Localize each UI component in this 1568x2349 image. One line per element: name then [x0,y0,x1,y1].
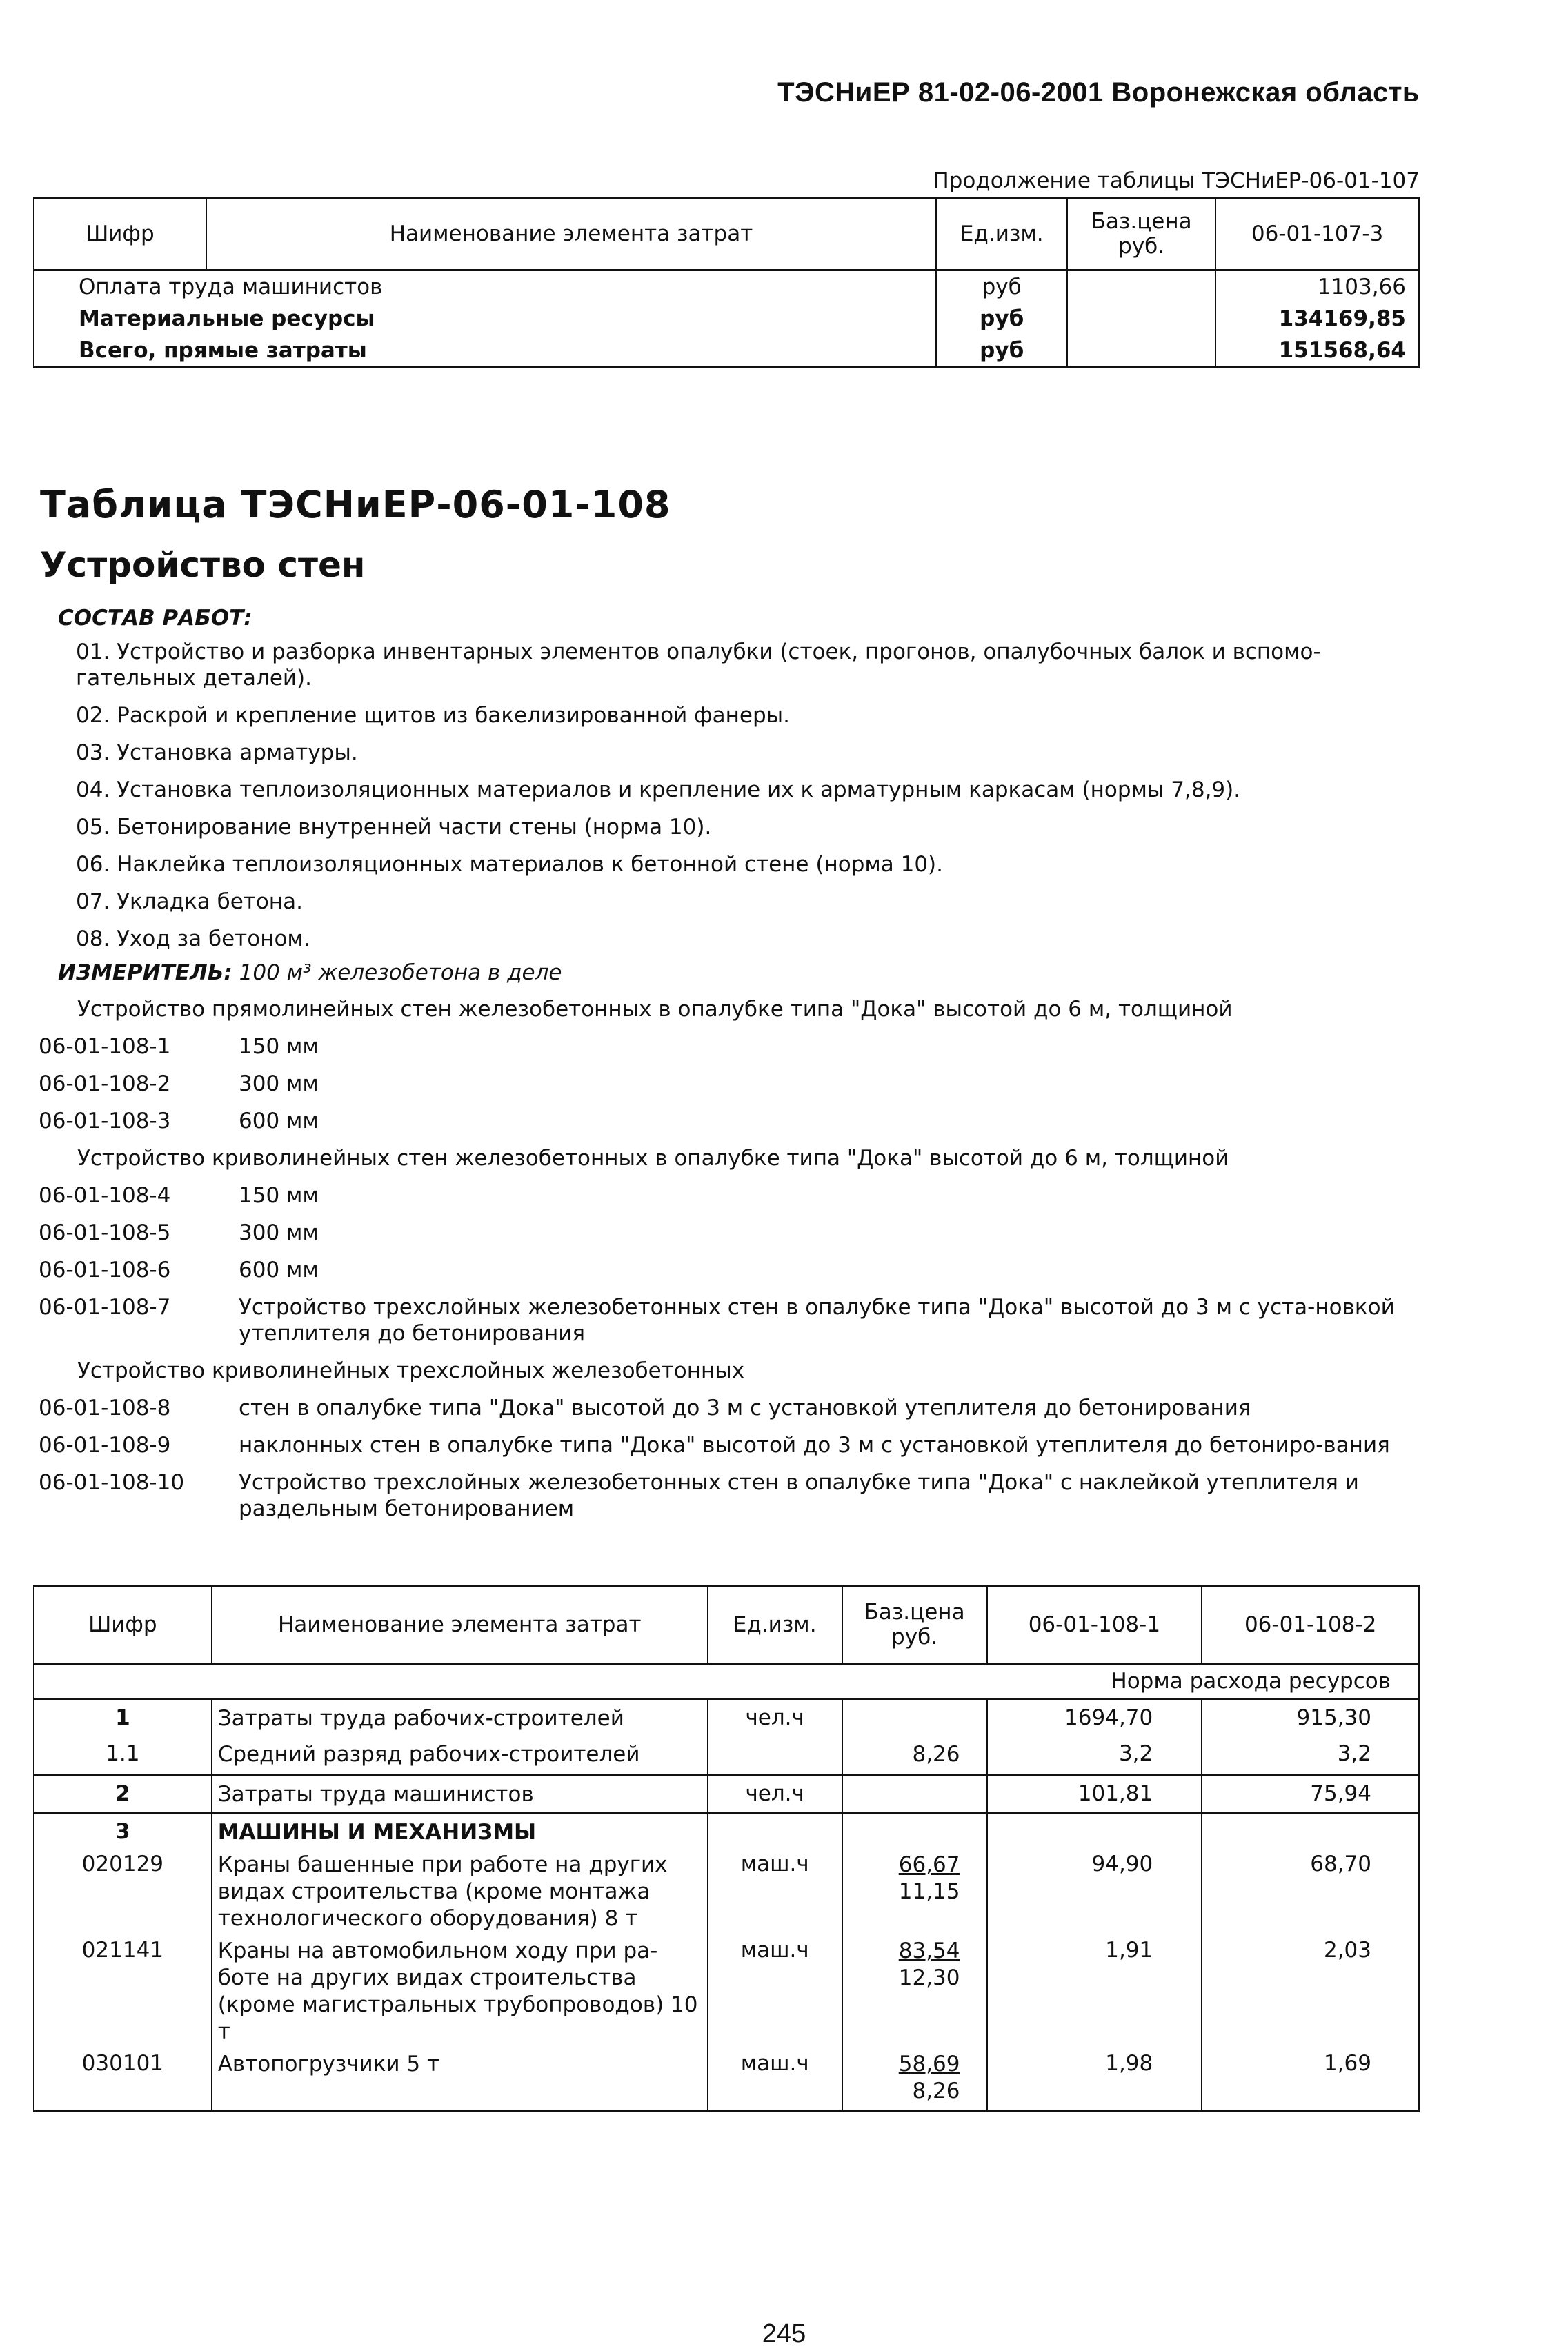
row-price: 8,26 [842,1736,987,1775]
variant-text: Устройство трехслойных железобетонных стен в опалубке типа "Дока" высотой до 3 м с уста-новкой утеплителя до бетонирования [239,1295,1395,1346]
row-code: 3 [34,1813,212,1847]
variant-code: 06-01-108-9 [39,1433,171,1458]
variant-text: 300 мм [239,1071,319,1096]
price-wage: 8,26 [912,2079,960,2103]
variant-text: 600 мм [239,1109,319,1133]
variant-row [39,1220,1418,1246]
row-name: Затраты труда машинистов [212,1775,708,1813]
table-row [34,1813,1419,1847]
variant-row [39,1182,1418,1209]
row-value: 151568,64 [1215,335,1419,368]
variant-code: 06-01-108-6 [39,1258,171,1282]
work-item: 04. Установка теплоизоляционных материалов и крепление их к арматурным каркасам (нормы 7,8,9). [76,777,1241,802]
row-value-2: 2,03 [1202,1932,1419,2045]
table-row [34,303,1419,335]
row-value: 1103,66 [1215,270,1419,304]
continuation-caption: Продолжение таблицы ТЭСНиЕР-06-01-107 [933,168,1420,193]
page-number: 245 [762,2319,806,2348]
row-value-2: 915,30 [1202,1699,1419,1736]
row-code: 021141 [34,1932,212,2045]
row-unit: маш.ч [708,1846,842,1932]
variant-code: 06-01-108-8 [39,1396,171,1420]
variant-code: 06-01-108-2 [39,1071,171,1096]
row-name: Затраты труда рабочих-строителей [212,1699,708,1736]
row-name: Всего, прямые затраты [34,335,936,368]
row-value-2: 68,70 [1202,1846,1419,1932]
row-name: Краны башенные при работе на других видах строительства (кроме монтажа технологического оборудования) 8 т [212,1846,708,1932]
price-base: 83,54 [898,1939,960,1963]
col-header-code: Шифр [34,1586,212,1664]
col-header-name: Наименование элемента затрат [206,198,936,270]
variant-row [39,1469,1418,1522]
variant-text: наклонных стен в опалубке типа "Дока" высотой до 3 м с установкой утеплителя до бетониро-вания [239,1433,1390,1458]
work-item: 01. Устройство и разборка инвентарных элементов опалубки (стоек, прогонов, опалубочных балок и вспомо-гательных деталей). [76,640,1321,691]
row-code: 2 [34,1775,212,1813]
row-name: Автопогрузчики 5 т [212,2045,708,2112]
price-base: 58,69 [898,2052,960,2077]
norm-caption-row [34,1664,1419,1699]
row-price [842,1699,987,1736]
variant-row [39,1033,1418,1060]
col-header-norm: 06-01-107-3 [1215,198,1419,270]
variant-group-heading: Устройство прямолинейных стен железобетонных в опалубке типа "Дока" высотой до 6 м, толщиной [77,997,1233,1022]
row-code: 1.1 [34,1736,212,1775]
row-price [842,1775,987,1813]
row-unit: чел.ч [708,1699,842,1736]
row-value-2 [1202,1813,1419,1847]
col-header-unit: Ед.изм. [708,1586,842,1664]
row-price [842,1846,987,1932]
row-value-1: 3,2 [987,1736,1202,1775]
col-header-norm-1: 06-01-108-1 [987,1586,1202,1664]
row-price [842,1932,987,2045]
row-value: 134169,85 [1215,303,1419,335]
work-item: 03. Установка арматуры. [76,740,358,765]
col-header-norm-2: 06-01-108-2 [1202,1586,1419,1664]
variant-code: 06-01-108-3 [39,1109,171,1133]
variant-text: 150 мм [239,1183,319,1208]
variant-group-heading: Устройство криволинейных стен железобетонных в опалубке типа "Дока" высотой до 6 м, толщиной [77,1146,1229,1171]
row-unit: руб [936,303,1067,335]
variant-text: 600 мм [239,1258,319,1282]
table-title: Таблица ТЭСНиЕР-06-01-108 [40,483,671,526]
variant-code: 06-01-108-7 [39,1295,171,1320]
col-header-price: Баз.цена руб. [1067,198,1215,270]
row-value-1: 101,81 [987,1775,1202,1813]
variant-row [39,1432,1418,1458]
table-row [34,1932,1419,2045]
table-header-row [34,198,1419,270]
variant-text: 300 мм [239,1220,319,1245]
row-value-2: 75,94 [1202,1775,1419,1813]
row-unit: руб [936,335,1067,368]
document-header: ТЭСНиЕР 81-02-06-2001 Воронежская область [777,77,1420,108]
row-code: 030101 [34,2045,212,2112]
variant-row [39,1395,1418,1421]
price-wage: 11,15 [898,1879,960,1904]
variant-row [39,1257,1418,1283]
work-item: 07. Укладка бетона. [76,889,303,914]
col-header-price: Баз.цена руб. [842,1586,987,1664]
variant-code: 06-01-108-1 [39,1034,171,1059]
col-header-code: Шифр [34,198,206,270]
row-value-1 [987,1813,1202,1847]
row-unit [708,1736,842,1775]
variant-text: Устройство трехслойных железобетонных стен в опалубке типа "Дока" с наклейкой утеплителя и раздельным бетонированием [239,1470,1359,1521]
resource-norm-table [33,1585,1420,2112]
row-value-1: 94,90 [987,1846,1202,1932]
measure-value: 100 м³ железобетона в деле [239,960,562,985]
row-value-2: 1,69 [1202,2045,1419,2112]
variant-code: 06-01-108-5 [39,1220,171,1245]
row-unit: руб [936,270,1067,304]
work-item: 06. Наклейка теплоизоляционных материалов к бетонной стене (норма 10). [76,852,943,877]
row-value-1: 1,98 [987,2045,1202,2112]
work-list [76,639,1414,963]
work-item: 02. Раскрой и крепление щитов из бакелизированной фанеры. [76,703,790,728]
variant-text: 150 мм [239,1034,319,1059]
row-unit: чел.ч [708,1775,842,1813]
price-wage: 12,30 [898,1965,960,1990]
table-header-row [34,1586,1419,1664]
row-name: Средний разряд рабочих-строителей [212,1736,708,1775]
row-unit: маш.ч [708,2045,842,2112]
variant-row [39,1071,1418,1097]
continuation-table [33,197,1420,368]
table-row [34,335,1419,368]
row-code: 020129 [34,1846,212,1932]
variant-code: 06-01-108-10 [39,1470,185,1495]
table-row [34,270,1419,304]
row-name: Краны на автомобильном ходу при ра-боте на других видах строительства (кроме магистральных трубопроводов) 10 т [212,1932,708,2045]
table-row [34,1699,1419,1736]
row-value-2: 3,2 [1202,1736,1419,1775]
variant-text: стен в опалубке типа "Дока" высотой до 3 м с установкой утеплителя до бетонирования [239,1396,1251,1420]
price-base: 66,67 [898,1852,960,1877]
variant-group-heading: Устройство криволинейных трехслойных железобетонных [77,1358,745,1383]
work-item: 05. Бетонирование внутренней части стены (норма 10). [76,815,712,840]
variant-row [39,1294,1418,1347]
norm-variants [39,996,1418,1533]
col-header-name: Наименование элемента затрат [212,1586,708,1664]
measure-label: ИЗМЕРИТЕЛЬ: [58,960,232,985]
row-unit [708,1813,842,1847]
row-name: Оплата труда машинистов [34,270,936,304]
measure-line [58,960,562,985]
row-name: МАШИНЫ И МЕХАНИЗМЫ [212,1813,708,1847]
row-unit: маш.ч [708,1932,842,2045]
table-row [34,1736,1419,1775]
table-row [34,1846,1419,1932]
row-name: Материальные ресурсы [34,303,936,335]
row-value-1: 1694,70 [987,1699,1202,1736]
col-header-unit: Ед.изм. [936,198,1067,270]
table-subtitle: Устройство стен [40,545,366,585]
row-price [842,1813,987,1847]
variant-row [39,1108,1418,1134]
work-item: 08. Уход за бетоном. [76,926,310,951]
table-row [34,1775,1419,1813]
row-code: 1 [34,1699,212,1736]
norm-caption: Норма расхода ресурсов [34,1664,1419,1699]
row-price [842,2045,987,2112]
table-row [34,2045,1419,2112]
row-value-1: 1,91 [987,1932,1202,2045]
variant-code: 06-01-108-4 [39,1183,171,1208]
work-composition-label: СОСТАВ РАБОТ: [58,606,252,631]
